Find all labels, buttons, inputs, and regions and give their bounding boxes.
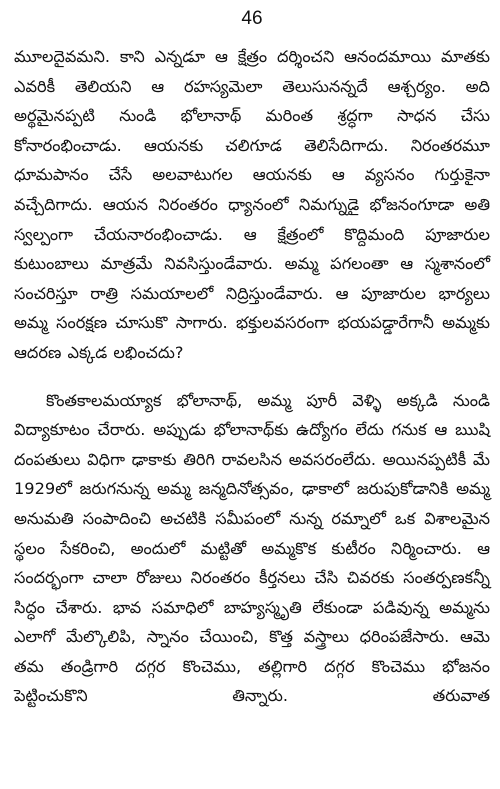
paragraph-1: మూలదైవమని. కాని ఎన్నడూ ఆ క్షేత్రం దర్శించని ఆనందమాయి మాతకు ఎవరికీ తెలియని ఆ రహస్యమెలా తెలుసునన్నదే ఆశ్చర్యం. అది అర్థమైనప్పటి నుండి భోలానాథ్ మరింత శ్రద్ధగా సాధన చేసు కోనారంభించాడు. ఆయనకు చలిగూడ తెలిసేదిగాదు. నిరంతరమూ ధూమపానం చేసే అలవాటుగల ఆయనకు ఆ వ్యసనం గుర్తుకైనా వచ్చేదిగాదు. ఆయన నిరంతరం ధ్యానంలో నిమగ్నుడై భోజనంగూడా అతి స్వల్పంగా చేయనారంభించాడు. ఆ క్షేత్రంలో కొద్దిమంది పూజారుల కుటుంబాలు మాత్రమే నివసిస్తుండేవారు. అమ్మ పగలంతా ఆ స్మశానంలో సంచరిస్తూ రాత్రి సమయాలలో నిద్రిస్తుండేవారు. ఆ పూజారుల భార్యలు అమ్మ సంరక్షణ చూసుకొ సాగారు. భక్తులవసరంగా భయపడ్డారేగానీ అమ్మకు ఆదరణ ఎక్కడ లభించదు? xyxy=(14,47,490,362)
page-number: 46 xyxy=(241,8,263,29)
paragraph-2: కొంతకాలమయ్యాక భోలానాథ్, అమ్మ పూరీ వెళ్ళి అక్కడి నుండి విద్యాకూటం చేరారు. అప్పుడు భోలానాథ్‌కు ఉద్యోగం లేదు గనుక ఆ ఋషి దంపతులు విధిగా ఢాకాకు తిరిగి రావలసిన అవసరంలేదు. అయినప్పటికీ మే 1929లో జరుగనున్న అమ్మ జన్మదినోత్సవం, ఢాకాలో జరుపుకోడానికి అమ్మ అనుమతి సంపాదించి అచటికి సమీపంలో నున్న రమ్నాలో ఒక విశాలమైన స్థలం సేకరించి, అందులో మట్టితో అమ్మకొక కుటీరం నిర్మించారు. ఆ సందర్భంగా చాలా రోజులు నిరంతరం కీర్తనలు చేసి చివరకు సంతర్పణకన్నీ సిద్ధం చేశారు. భావ సమాధిలో బాహ్యస్మృతి లేకుండా పడివున్న అమ్మను ఎలాగో మేల్కొలిపి, స్నానం చేయించి, కొత్త వస్త్రాలు ధరింపజేసారు. ఆమె తమ తండ్రిగారి దగ్గర కొంచెము, తల్లిగారి దగ్గర కొంచెము భోజనం పెట్టించుకొని తిన్నారు. తరువాత xyxy=(14,390,490,706)
